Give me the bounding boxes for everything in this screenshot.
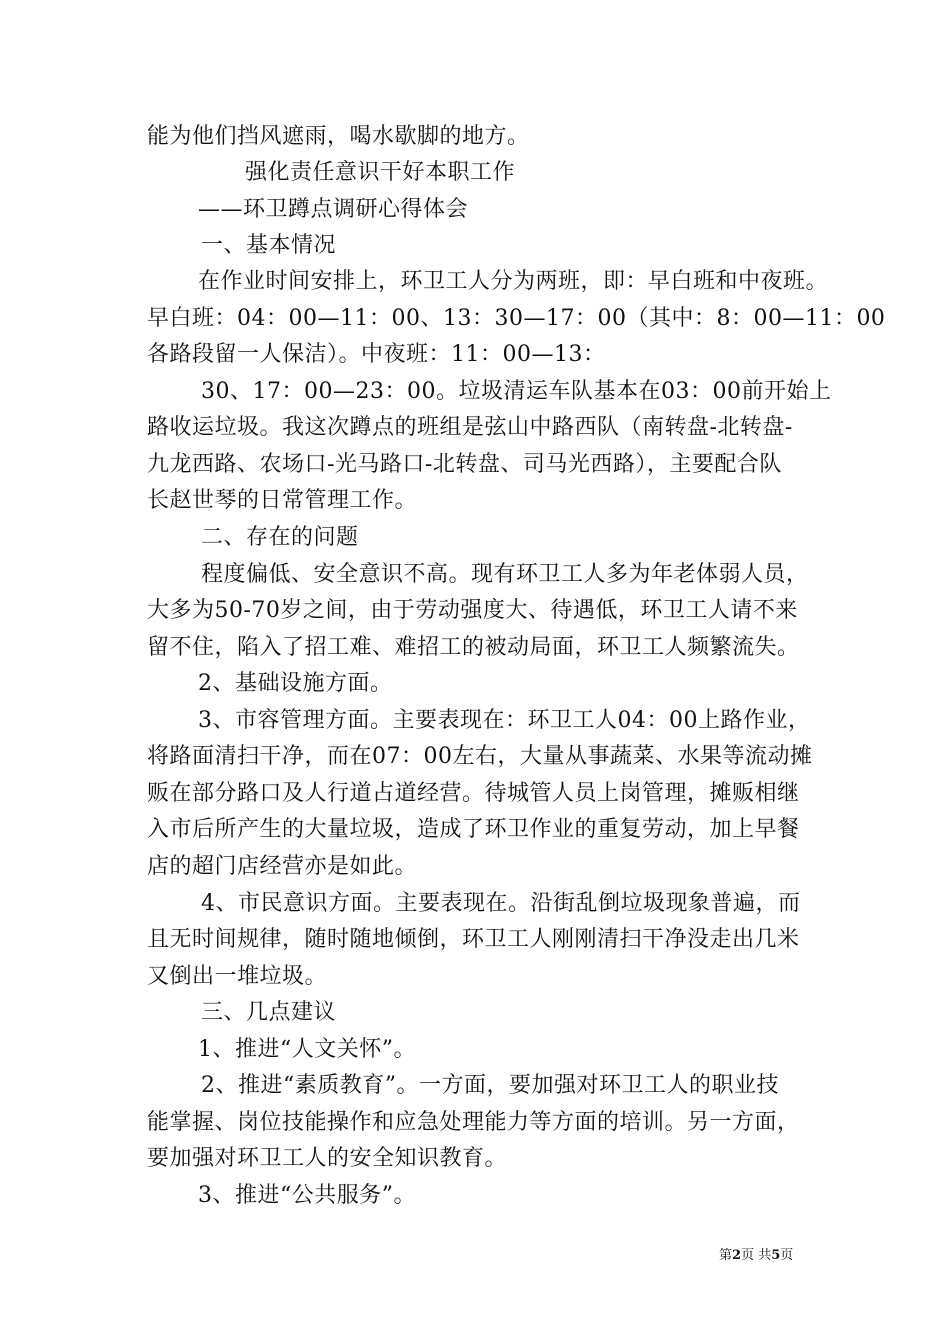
text-line: 2、推进“素质教育”。一方面，要加强对环卫工人的职业技: [201, 1073, 779, 1098]
text-line: 能掌握、岗位技能操作和应急处理能力等方面的培训。另一方面，: [147, 1110, 800, 1135]
text-line: 将路面清扫干净，而在07：00左右，大量从事蔬菜、水果等流动摊: [147, 744, 813, 769]
text-line: 在作业时间安排上，环卫工人分为两班，即：早白班和中夜班。: [198, 269, 829, 294]
text-line: 留不住，陷入了招工难、难招工的被动局面，环卫工人频繁流失。: [147, 635, 800, 660]
page-footer: [719, 1247, 793, 1265]
text-line: 且无时间规律，随时随地倾倒，环卫工人刚刚清扫干净没走出几米: [147, 927, 800, 952]
text-line: 程度偏低、安全意识不高。现有环卫工人多为年老体弱人员，: [201, 562, 809, 587]
page-total: 5: [771, 1248, 781, 1263]
text-line: 2、基础设施方面。: [198, 671, 393, 696]
text-line: 店的超门店经营亦是如此。: [147, 854, 418, 879]
article-subtitle: ——环卫蹲点调研心得体会: [198, 197, 469, 222]
page-prefix: 第: [719, 1248, 733, 1263]
text-line: 要加强对环卫工人的安全知识教育。: [147, 1146, 508, 1171]
section-heading: 二、存在的问题: [201, 525, 359, 550]
article-title: 强化责任意识干好本职工作: [245, 160, 516, 185]
text-line: 贩在部分路口及人行道占道经营。待城管人员上岗管理，摊贩相继: [147, 781, 800, 806]
page-number: 2: [732, 1248, 742, 1263]
text-line: 各路段留一人保洁）。中夜班：11：00—13：: [147, 342, 606, 367]
text-line: 九龙西路、农场口-光马路口-北转盘、司马光西路），主要配合队: [147, 452, 782, 477]
text-line: 3、市容管理方面。主要表现在：环卫工人04：00上路作业，: [198, 708, 811, 733]
text-line: 大多为50-70岁之间，由于劳动强度大、待遇低，环卫工人请不来: [147, 598, 798, 623]
text-line: 入市后所产生的大量垃圾，造成了环卫作业的重复劳动，加上早餐: [147, 817, 800, 842]
text-line: 1、推进“人文关怀”。: [198, 1037, 416, 1062]
text-line: 3、推进“公共服务”。: [198, 1183, 416, 1208]
text-line: 30、17：00—23：00。垃圾清运车队基本在03：00前开始上: [201, 379, 832, 404]
section-heading: 三、几点建议: [201, 1000, 337, 1025]
text-line: 早白班：04：00—11：00、13：30—17：00（其中：8：00—11：00: [147, 306, 886, 331]
page-suffix: 页: [780, 1248, 794, 1263]
text-line: 又倒出一堆垃圾。: [147, 964, 328, 989]
text-line: 路收运垃圾。我这次蹲点的班组是弦山中路西队（南转盘-北转盘-: [147, 415, 793, 440]
text-line: 4、市民意识方面。主要表现在。沿街乱倒垃圾现象普遍，而: [201, 891, 801, 916]
page-middle: 页 共: [741, 1248, 772, 1263]
text-line: 能为他们挡风遮雨，喝水歇脚的地方。: [147, 124, 530, 149]
text-line: 长赵世琴的日常管理工作。: [147, 488, 418, 513]
section-heading: 一、基本情况: [201, 233, 337, 258]
